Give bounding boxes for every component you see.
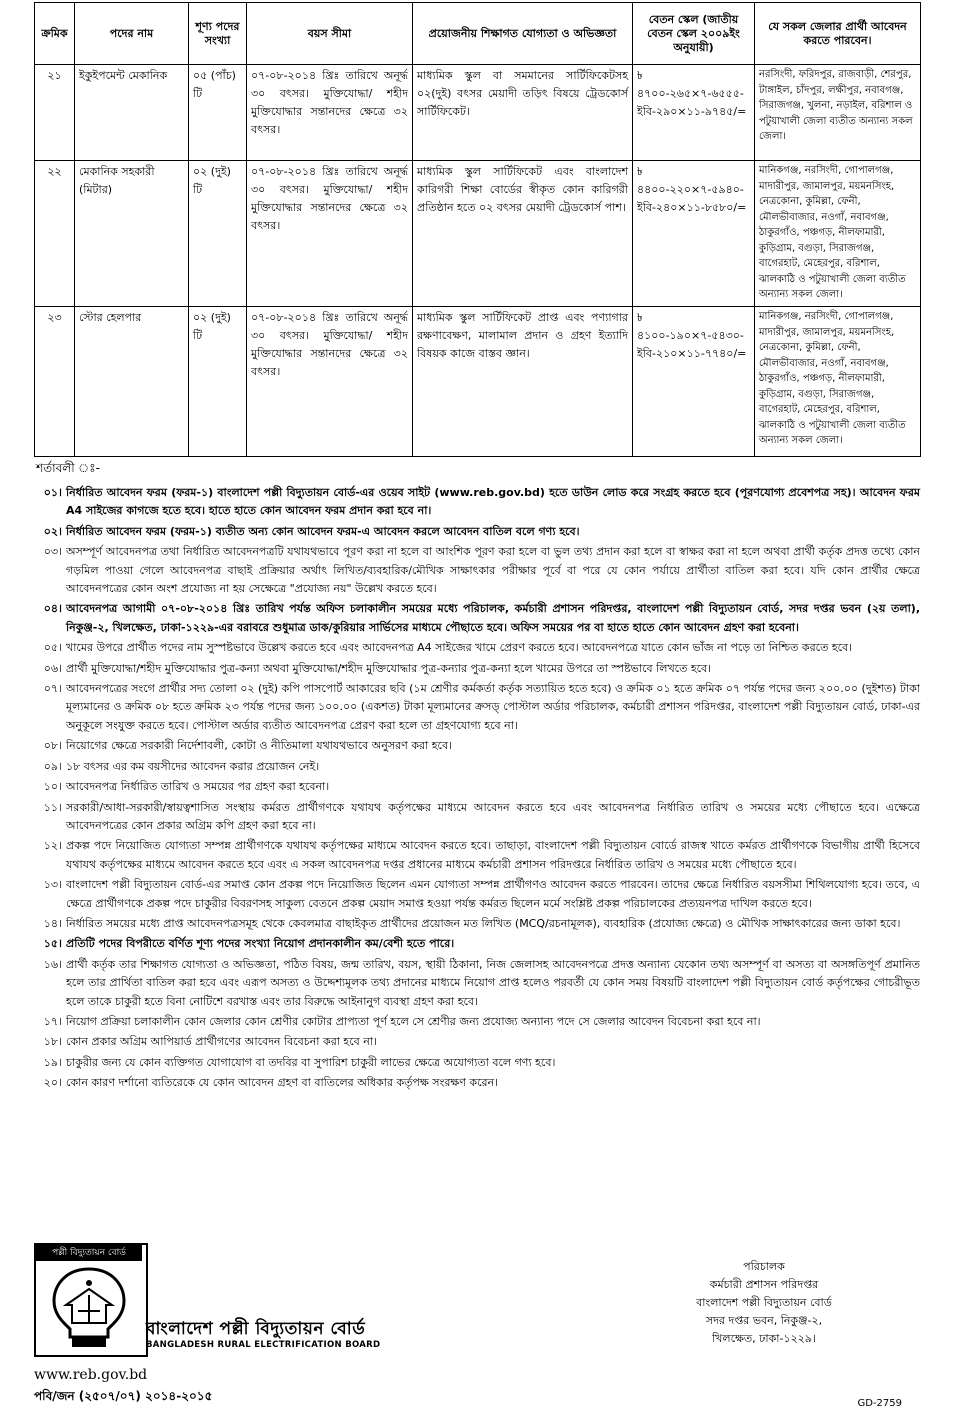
term-clause (34, 876, 920, 913)
cell-serial: ২৩ (35, 307, 75, 457)
term-clause (34, 680, 920, 735)
table-row (35, 307, 921, 457)
term-number: ০৫। (43, 641, 62, 655)
org-name-bangla: বাংলাদেশ পল্লী বিদ্যুতায়ন বোর্ড (146, 1319, 366, 1339)
cell-serial: ২২ (35, 161, 75, 307)
org-name-english: BANGLADESH RURAL ELECTRIFICATION BOARD (146, 1340, 381, 1350)
cell-post: ইকুইপমেন্ট মেকানিক (75, 65, 189, 161)
cell-pay-scale: ৳ ৪৪০০-২২০×৭-৫৯৪০-ইবি-২৪০×১১-৮৫৮০/= (633, 161, 755, 307)
term-clause (34, 837, 920, 874)
term-clause (34, 1074, 920, 1092)
term-clause (34, 660, 920, 678)
term-number: ১০। (43, 780, 62, 794)
signature-line: বাংলাদেশ পল্লী বিদ্যুতায়ন বোর্ড (696, 1296, 832, 1309)
term-text: নির্ধারিত আবেদন ফরম (ফরম-১) বাংলাদেশ পল্লী বিদ্যুতায়ন বোর্ড-এর ওয়েব সাইট (www.reb.gov.bd) হতে ডাউন লোড করে সংগ্রহ করতে হবে (পূরণযোগ্য প্রবেশপত্র সহ)। আবেদন ফরম A4 সাইজের কাগজে হতে হবে। হাতে হাতে কোন আবেদন ফরম প্রদান করা হবে না। (66, 486, 920, 518)
cell-qualification: মাধ্যমিক স্কুল বা সমমানের সার্টিফিকেটসহ ০২(দুই) বৎসর মেয়াদী তড়িৎ বিষয়ে ট্রেডকোর্স সার্টিফিকেট। (413, 65, 633, 161)
header-pay-scale: বেতন স্কেল (জাতীয় বেতন স্কেল ২০০৯ইং অনুযায়ী) (633, 3, 755, 65)
cell-post: মেকানিক সহকারী (মিটার) (75, 161, 189, 307)
term-text: নিয়োগের ক্ষেত্রে সরকারী নির্দেশাবলী, কোটা ও নীতিমালা যথাযথভাবে অনুসরণ করা হবে। (66, 739, 453, 753)
term-number: ১১। (43, 800, 62, 814)
term-number: ০৩। (43, 545, 62, 559)
cell-age: ০৭-০৮-২০১৪ খ্রিঃ তারিখে অনূর্দ্ধ ৩০ বৎসর। মুক্তিযোদ্ধা/ শহীদ মুক্তিযোদ্ধার সন্তানদের ক্ষেত্রে ৩২ বৎসর। (247, 161, 413, 307)
header-post: পদের নাম (75, 3, 189, 65)
term-text: প্রার্থী মুক্তিযোদ্ধা/শহীদ মুক্তিযোদ্ধার পুত্র-কন্যা অথবা মুক্তিযোদ্ধা/শহীদ মুক্তিযোদ্ধার পুত্র-কন্যার পুত্র-কন্যা হলে খামের উপরে তা স্পষ্টভাবে লিখতে হবে। (66, 661, 712, 675)
reb-logo (34, 1243, 148, 1357)
term-number: ১৬। (43, 957, 62, 971)
header-age: বয়স সীমা (247, 3, 413, 65)
term-number: ১৭। (43, 1014, 62, 1028)
term-text: আবেদনপত্র আগামী ০৭-০৮-২০১৪ খ্রিঃ তারিখ পর্যন্ত অফিস চলাকালীন সময়ের মধ্যে পরিচালক, কর্মচারী প্রশাসন পরিদপ্তর, বাংলাদেশ পল্লী বিদ্যুতায়ন বোর্ড, সদর দপ্তর ভবন (২য় তলা), নিকুঞ্জ-২, খিলক্ষেত, ঢাকা-১২২৯-এর বরাবরে শুধুমাত্র ডাক/কুরিয়ার সার্ভিসের মাধ্যমে পৌছাতে হবে। অফিস সময়ের পর বা হাতে হাতে কোন আবেদন গ্রহণ করা হবেনা। (66, 602, 920, 634)
term-text: প্রার্থী কর্তৃক তার শিক্ষাগত যোগ্যতা ও অভিজ্ঞতা, পঠিত বিষয়, জন্ম তারিখ, বয়স, স্থায়ী ঠিকানা, নিজ জেলাসহ আবেদনপত্রে প্রদত্ত অন্যান্য যেকোন তথ্য অসম্পূর্ণ বা অসত্য বা অসঙ্গতিপূর্ণ প্রমানিত হলে তার প্রার্থিতা বাতিল করা হবে এবং এরূপ অসত্য ও উদ্দেশ্যমূলক তথ্য প্রদানের মাধ্যমে নিয়োগ প্রাপ্ত হলেও পরবর্তী যে কোন সময় বিষয়টি বাংলাদেশ পল্লী বিদ্যুতায়ন বোর্ড কর্তৃপক্ষের গোচরীভূত হলে তাকে চাকুরী হতে বিনা নোটিশে বরখাস্ত এবং তার বিরুদ্ধে আইনানুগ ব্যবস্থা গ্রহণ করা হবে। (66, 957, 920, 1008)
posts-table (34, 2, 921, 457)
header-vacancy: শূণ্য পদের সংখ্যা (189, 3, 247, 65)
cell-pay-scale: ৳ ৪৭০০-২৬৫×৭-৬৫৫৫-ইবি-২৯০×১১-৯৭৪৫/= (633, 65, 755, 161)
website-url: www.reb.gov.bd (34, 1367, 148, 1383)
term-text: অসম্পূর্ণ আবেদনপত্র তথা নির্ধারিত আবেদনপত্রটি যথাযথভাবে পূরণ করা না হলে বা আংশিক পূরণ করা হলে বা ভুল তথ্য প্রদান করা হলে বা স্বাক্ষর করা না হলে অথবা প্রার্থী কর্তৃক প্রদত্ত তথ্যে কোন গড়মিল পাওয়া গেলে আবেদনপত্র বাছাই প্রক্রিয়ার অর্থাৎ লিখিত/ব্যবহারিক/মৌখিক সাক্ষাৎকার পরীক্ষার পূর্বে বা পরে যে কোন পর্যায়ে প্রার্থীতা বাতিল করা হবে। যদি কোন প্রার্থীর ক্ষেত্রে আবেদনপত্রের কোন অংশ প্রযোজ্য না হয় সেক্ষেত্রে "প্রযোজ্য নয়" উল্লেখ করতে হবে। (66, 545, 920, 596)
table-header-row (35, 3, 921, 65)
term-clause (34, 758, 920, 776)
term-clause (34, 737, 920, 755)
term-number: ০৭। (43, 682, 62, 696)
terms-title: শর্তাবলী ঃ- (36, 461, 100, 475)
term-number: ০৯। (43, 759, 62, 773)
term-clause (34, 1054, 920, 1072)
term-number: ১৪। (43, 916, 62, 930)
signature-line: সদর দপ্তর ভবন, নিকুঞ্জ-২, (705, 1314, 823, 1327)
term-text: নির্ধারিত আবেদন ফরম (ফরম-১) ব্যতীত অন্য কোন আবেদন ফরম-এ আবেদন করলে আবেদন বাতিল বলে গণ্য হবে। (66, 524, 580, 538)
reference-number: পবি/জন (২৫০৭/০৭) ২০১৪-২০১৫ (34, 1389, 213, 1403)
term-number: ২০। (43, 1076, 62, 1090)
cell-pay-scale: ৳ ৪১০০-১৯০×৭-৫৪৩০-ইবি-২১০×১১-৭৭৪০/= (633, 307, 755, 457)
term-text: প্রতিটি পদের বিপরীতে বর্ণিত শূণ্য পদের সংখ্যা নিয়োগ প্রদানকালীন কম/বেশী হতে পারে। (66, 937, 455, 951)
table-row (35, 161, 921, 307)
term-number: ০২। (43, 524, 62, 538)
term-text: বাংলাদেশ পল্লী বিদ্যুতায়ন বোর্ড-এর সমাপ্ত কোন প্রকল্প পদে নিয়োজিত ছিলেন এমন যোগ্যতা সম্পন্ন প্রার্থীগণও আবেদন করতে পারবেন। তাদের ক্ষেত্রে নির্ধারিত বয়সসীমা শিথিলযোগ্য হবে। তবে, এ ক্ষেত্রে প্রার্থীগণকে প্রকল্প পদে চাকুরীর বিবরণসহ সাকুল্য বেতনে প্রকল্প মেয়াদ সমাপ্ত হওয়া পর্যন্ত কর্মরত ছিলেন মর্মে সংশ্লিষ্ট প্রকল্প পরিচালকের প্রত্যয়নপত্র দাখিল করতে হবে। (66, 878, 920, 910)
term-text: আবেদনপত্র নির্ধারিত তারিখ ও সময়ের পর গ্রহণ করা হবেনা। (66, 780, 330, 794)
signature-block (644, 1258, 884, 1348)
cell-districts: মানিকগঞ্জ, নরসিংদী, গোপালগঞ্জ, মাদারীপুর, জামালপুর, ময়মনসিংহ, নেত্রকোনা, কুমিল্লা, ফেনী, মৌলভীবাজার, নওগাঁ, নবাবগঞ্জ, ঠাকুরগাঁও, পঞ্চগড়, নীলফামারী, কুড়িগ্রাম, বগুড়া, সিরাজগঞ্জ, বাগেরহাট, মেহেরপুর, বরিশাল, ঝালকাঠি ও পটুয়াখালী জেলা ব্যতীত অন্যান্য সকল জেলা। (755, 161, 921, 307)
header-qualification: প্রয়োজনীয় শিক্ষাগত যোগ্যতা ও অভিজ্ঞতা (413, 3, 633, 65)
table-row (35, 65, 921, 161)
header-serial: ক্রমিক (35, 3, 75, 65)
cell-qualification: মাধ্যমিক স্কুল সার্টিফিকেট প্রাপ্ত এবং পণ্যাগার রক্ষণাবেক্ষণ, মালামাল প্রদান ও গ্রহণ ইত্যাদি বিষয়ক কাজে বাস্তব জ্ঞান। (413, 307, 633, 457)
terms-list (34, 484, 920, 1095)
bulb-emblem-icon (44, 1265, 134, 1349)
term-clause (34, 778, 920, 796)
cell-post: স্টোর হেলপার (75, 307, 189, 457)
cell-qualification: মাধ্যমিক স্কুল সার্টিফিকেট এবং বাংলাদেশ কারিগরী শিক্ষা বোর্ডের স্বীকৃত কোন কারিগরী প্রতিষ্ঠান হতে ০২ বৎসর মেয়াদী ট্রেডকোর্স পাশ। (413, 161, 633, 307)
term-text: নির্ধারিত সময়ের মধ্যে প্রাপ্ত আবেদনপত্রসমূহ থেকে কেবলমাত্র বাছাইকৃত প্রার্থীদের প্রয়োজন মত লিখিত (MCQ/রচনামূলক), ব্যবহারিক (প্রযোজ্য ক্ষেত্রে) ও মৌখিক সাক্ষাৎকারের জন্য ডাকা হবে। (66, 916, 901, 930)
term-clause (34, 543, 920, 598)
term-text: ১৮ বৎসর এর কম বয়সীদের আবেদন করার প্রয়োজন নেই। (66, 759, 320, 773)
signature-line: কর্মচারী প্রশাসন পরিদপ্তর (709, 1278, 819, 1291)
cell-vacancy: ০৫ (পাঁচ) টি (189, 65, 247, 161)
term-text: চাকুরীর জন্য যে কোন ব্যক্তিগত যোগাযোগ বা তদবির বা সুপারিশ চাকুরী লাভের ক্ষেত্রে অযোগ্যতা বলে গণ্য হবে। (66, 1055, 556, 1069)
term-clause (34, 600, 920, 637)
term-clause (34, 639, 920, 657)
term-number: ০১। (43, 486, 62, 499)
term-clause (34, 523, 920, 541)
term-number: ০৪। (43, 602, 62, 616)
term-clause (34, 484, 920, 521)
term-number: ০৮। (43, 739, 62, 753)
term-number: ১৩। (43, 878, 62, 892)
term-text: আবেদনপত্রের সংগে প্রার্থীর সদ্য তোলা ০২ (দুই) কপি পাসপোর্ট আকারের ছবি (১ম শ্রেণীর কর্মকর্তা কর্তৃক সত্যায়িত হতে হবে) ও ক্রমিক ০১ হতে ক্রমিক ০৭ পর্যন্ত পদের জন্য ২০০.০০ (দুইশত) টাকা মূল্যমানের ও ক্রমিক ০৮ হতে ক্রমিক ২৩ পর্যন্ত পদের জন্য ১০০.০০ (একশত) টাকা মূল্যমানের ক্রসড্ পোস্টাল অর্ডার পরিচালক, কর্মচারী প্রশাসন পরিদপ্তর, বাংলাদেশ পল্লী বিদ্যুতায়ন বোর্ড, ঢাকা-এর অনুকূলে সংযুক্ত করতে হবে। পোস্টাল অর্ডার ব্যতীত আবেদনপত্র প্রেরণ করা হলে তা গ্রহণযোগ্য হবে না। (66, 682, 920, 732)
term-clause (34, 1013, 920, 1031)
logo-label: পল্লী বিদ্যুতায়ন বোর্ড (36, 1245, 142, 1261)
term-clause (34, 915, 920, 933)
term-text: কোন প্রকার অগ্রিম আপিয়ার্ড প্রার্থীগণের আবেদন বিবেচনা করা হবে না। (66, 1035, 377, 1049)
cell-districts: নরসিংদী, ফরিদপুর, রাজবাড়ী, শেরপুর, টাঙ্গাইল, চাঁদপুর, লক্ষীপুর, নবাবগঞ্জ, সিরাজগঞ্জ, খুলনা, নড়াইল, বরিশাল ও পটুয়াখালী জেলা ব্যতীত অন্যান্য সকল জেলা। (755, 65, 921, 161)
term-number: ১৮। (43, 1035, 62, 1049)
term-text: খামের উপরে প্রার্থীত পদের নাম সুস্পষ্টভাবে উল্লেখ করতে হবে এবং আবেদনপত্র A4 সাইজের খামে প্রেরণ করতে হবে। আবেদনপত্রে যাতে কোন ভাঁজ না পড়ে তা নিশ্চিত করতে হবে। (66, 641, 853, 655)
term-clause (34, 799, 920, 836)
header-districts: যে সকল জেলার প্রার্থী আবেদন করতে পারবেন। (755, 3, 921, 65)
term-number: ১৯। (43, 1055, 62, 1069)
term-clause (34, 935, 920, 953)
term-number: ১৫। (43, 937, 62, 951)
cell-age: ০৭-০৮-২০১৪ খ্রিঃ তারিখে অনূর্দ্ধ ৩০ বৎসর। মুক্তিযোদ্ধা/ শহীদ মুক্তিযোদ্ধার সন্তানদের ক্ষেত্রে ৩২ বৎসর। (247, 65, 413, 161)
term-number: ১২। (43, 839, 62, 853)
cell-age: ০৭-০৮-২০১৪ খ্রিঃ তারিখে অনূর্দ্ধ ৩০ বৎসর। মুক্তিযোদ্ধা/ শহীদ মুক্তিযোদ্ধার সন্তানদের ক্ষেত্রে ৩২ বৎসর। (247, 307, 413, 457)
gd-code: GD-2759 (857, 1398, 902, 1409)
signature-line: খিলক্ষেত, ঢাকা-১২২৯। (712, 1332, 816, 1345)
cell-vacancy: ০২ (দুই) টি (189, 307, 247, 457)
term-text: কোন কারণ দর্শানো ব্যতিরেকে যে কোন আবেদন গ্রহণ বা বাতিলের অধিকার কর্তৃপক্ষ সংরক্ষণ করেন। (66, 1076, 499, 1090)
term-number: ০৬। (43, 661, 62, 675)
cell-vacancy: ০২ (দুই) টি (189, 161, 247, 307)
cell-districts: মানিকগঞ্জ, নরসিংদী, গোপালগঞ্জ, মাদারীপুর, জামালপুর, ময়মনসিংহ, নেত্রকোনা, কুমিল্লা, ফেনী, মৌলভীবাজার, নওগাঁ, নবাবগঞ্জ, ঠাকুরগাঁও, পঞ্চগড়, নীলফামারী, কুড়িগ্রাম, বগুড়া, সিরাজগঞ্জ, বাগেরহাট, মেহেরপুর, বরিশাল, ঝালকাঠি ও পটুয়াখালী জেলা ব্যতীত অন্যান্য সকল জেলা। (755, 307, 921, 457)
term-clause (34, 956, 920, 1011)
cell-serial: ২১ (35, 65, 75, 161)
term-text: প্রকল্প পদে নিয়োজিত যোগ্যতা সম্পন্ন প্রার্থীগণকে যথাযথ কর্তৃপক্ষের মাধ্যমে আবেদন করতে হবে। তাছাড়া, বাংলাদেশ পল্লী বিদ্যুতায়ন বোর্ডে রাজস্ব খাতে কর্মরত প্রার্থীগণকে বিভাগীয় প্রার্থী হিসেবে যথাযথ কর্তৃপক্ষের মাধ্যমে আবেদন করতে হবে এবং এ সকল আবেদনপত্র দপ্তর প্রধানের মাধ্যমে কর্মচারী প্রশাসন পরিদপ্তরে নির্ধারিত তারিখ ও সময়ের মধ্যে পৌছাতে হবে। (66, 839, 920, 871)
term-text: সরকারী/আধা-সরকারী/স্বায়ত্বশাসিত সংস্থায় কর্মরত প্রার্থীগণকে যথাযথ কর্তৃপক্ষের মাধ্যমে আবেদন করতে হবে এবং আবেদনপত্র নির্ধারিত তারিখ ও সময়ের মধ্যে পৌছাতে হবে। এক্ষেত্রে আবেদনপত্রের কোন প্রকার অগ্রিম কপি গ্রহণ করা হবে না। (66, 800, 920, 832)
term-text: নিয়োগ প্রক্রিয়া চলাকালীন কোন জেলার কোন শ্রেণীর কোটার প্রাপ্যতা পূর্ণ হলে সে শ্রেণীর জন্য প্রযোজ্য অন্যান্য পদে সে জেলার আবেদন বিবেচনা করা হবে না। (66, 1014, 761, 1028)
term-clause (34, 1033, 920, 1051)
signature-line: পরিচালক (743, 1260, 785, 1273)
